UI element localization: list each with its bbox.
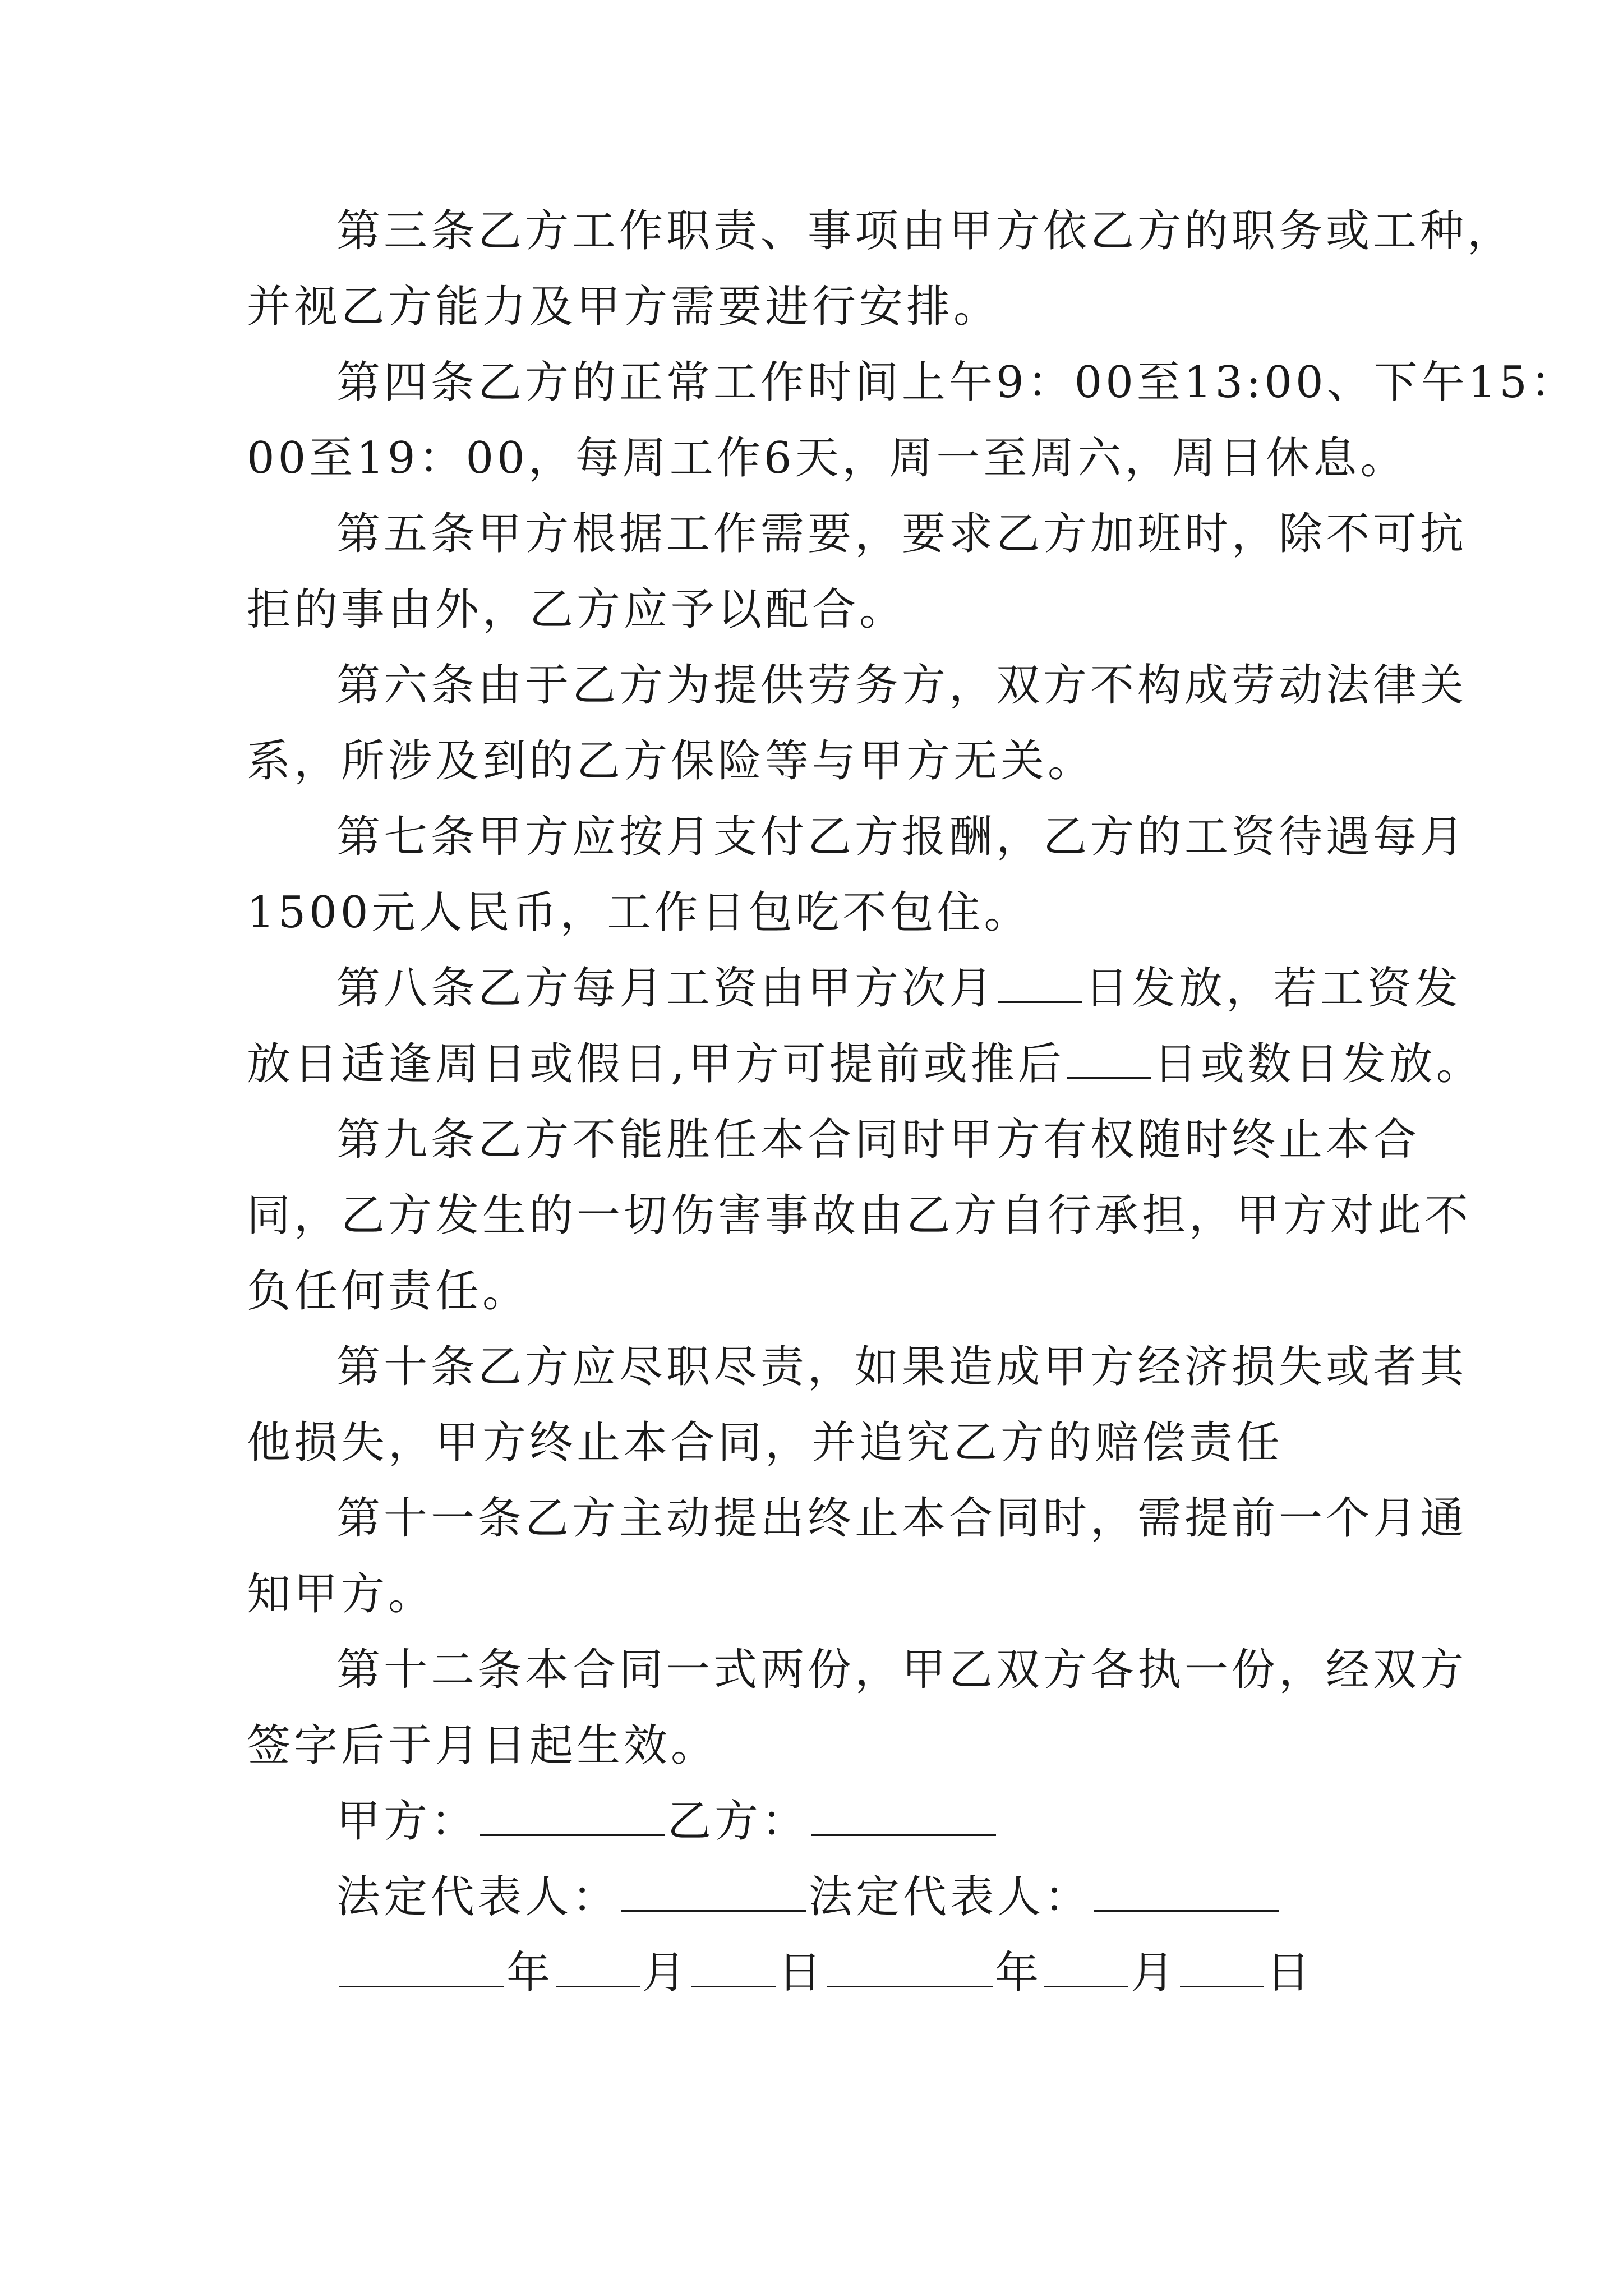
date-a-month-blank[interactable]: [556, 1941, 640, 1987]
party-b-label: 乙方：: [667, 1796, 809, 1847]
clause-8-text-b: 日发放，若工资发: [1085, 963, 1462, 1014]
date-a-month-label: 月: [642, 1948, 690, 1998]
rep-b-label: 法定代表人：: [809, 1872, 1092, 1922]
clause-3-line-1: 第三条乙方工作职责、事项由甲方依乙方的职务或工种，: [336, 206, 1515, 256]
date-a-year-blank[interactable]: [339, 1941, 504, 1987]
date-a-day-label: 日: [778, 1948, 826, 1998]
date-b-month-label: 月: [1131, 1948, 1178, 1998]
clause-9-line-2: 同，乙方发生的一切伤害事故由乙方自行承担，甲方对此不: [247, 1190, 1472, 1241]
signature-dates-line: [247, 1935, 1441, 2011]
party-b-blank[interactable]: [811, 1789, 996, 1836]
party-a-label: 甲方：: [336, 1796, 478, 1847]
clause-8-text-d: 日或数日发放。: [1153, 1039, 1483, 1089]
clause-7-line-2: 1500元人民币，工作日包吃不包住。: [247, 887, 1031, 938]
rep-a-blank[interactable]: [621, 1865, 806, 1912]
date-b-day-label: 日: [1266, 1948, 1314, 1998]
signature-representatives-line: [247, 1860, 1441, 1935]
clause-4-line-2: 00至19：00，每周工作6天，周一至周六，周日休息。: [247, 433, 1408, 484]
date-b-month-blank[interactable]: [1044, 1941, 1128, 1987]
party-a-blank[interactable]: [480, 1789, 665, 1836]
date-b-year-blank[interactable]: [827, 1941, 993, 1987]
clause-12-line-1: 第十二条本合同一式两份，甲乙双方各执一份，经双方: [336, 1645, 1468, 1695]
clause-5-line-2: 拒的事由外，乙方应予以配合。: [247, 585, 907, 635]
adjust-day-blank[interactable]: [1067, 1032, 1151, 1079]
clause-5-line-1: 第五条甲方根据工作需要，要求乙方加班时，除不可抗: [336, 509, 1468, 559]
clause-8-line-1: [247, 951, 1462, 1027]
clause-9-line-3: 负任何责任。: [247, 1266, 530, 1317]
date-b-year-label: 年: [995, 1948, 1043, 1998]
clause-11-line-1: 第十一条乙方主动提出终止本合同时，需提前一个月通: [336, 1493, 1468, 1544]
rep-a-label: 法定代表人：: [336, 1872, 620, 1922]
clause-3-line-2: 并视乙方能力及甲方需要进行安排。: [247, 282, 1001, 332]
payday-blank[interactable]: [998, 956, 1082, 1003]
date-a-day-blank[interactable]: [691, 1941, 776, 1987]
contract-body: [247, 194, 1578, 2011]
clause-12-line-2: 签字后于月日起生效。: [247, 1720, 718, 1771]
rep-b-blank[interactable]: [1094, 1865, 1279, 1912]
clause-11-line-2: 知甲方。: [247, 1569, 436, 1619]
date-a-year-label: 年: [506, 1948, 554, 1998]
clause-8-text-a: 第八条乙方每月工资由甲方次月: [336, 963, 997, 1014]
clause-7-line-1: 第七条甲方应按月支付乙方报酬，乙方的工资待遇每月: [336, 812, 1468, 862]
clause-4-line-1: 第四条乙方的正常工作时间上午9：00至13:00、下午15：: [336, 357, 1578, 408]
clause-8-text-c: 放日适逢周日或假日,甲方可提前或推后: [247, 1039, 1065, 1089]
clause-6-line-1: 第六条由于乙方为提供劳务方，双方不构成劳动法律关: [336, 660, 1468, 711]
clause-10-line-2: 他损失，甲方终止本合同，并追究乙方的赔偿责任: [247, 1418, 1284, 1468]
clause-6-line-2: 系，所涉及到的乙方保险等与甲方无关。: [247, 736, 1095, 786]
date-b-day-blank[interactable]: [1180, 1941, 1264, 1987]
clause-8-line-2: [247, 1027, 1483, 1102]
clause-9-line-1: 第九条乙方不能胜任本合同时甲方有权随时终止本合: [336, 1115, 1421, 1165]
clause-10-line-1: 第十条乙方应尽职尽责，如果造成甲方经济损失或者其: [336, 1342, 1468, 1392]
signature-parties-line: [247, 1784, 1441, 1860]
